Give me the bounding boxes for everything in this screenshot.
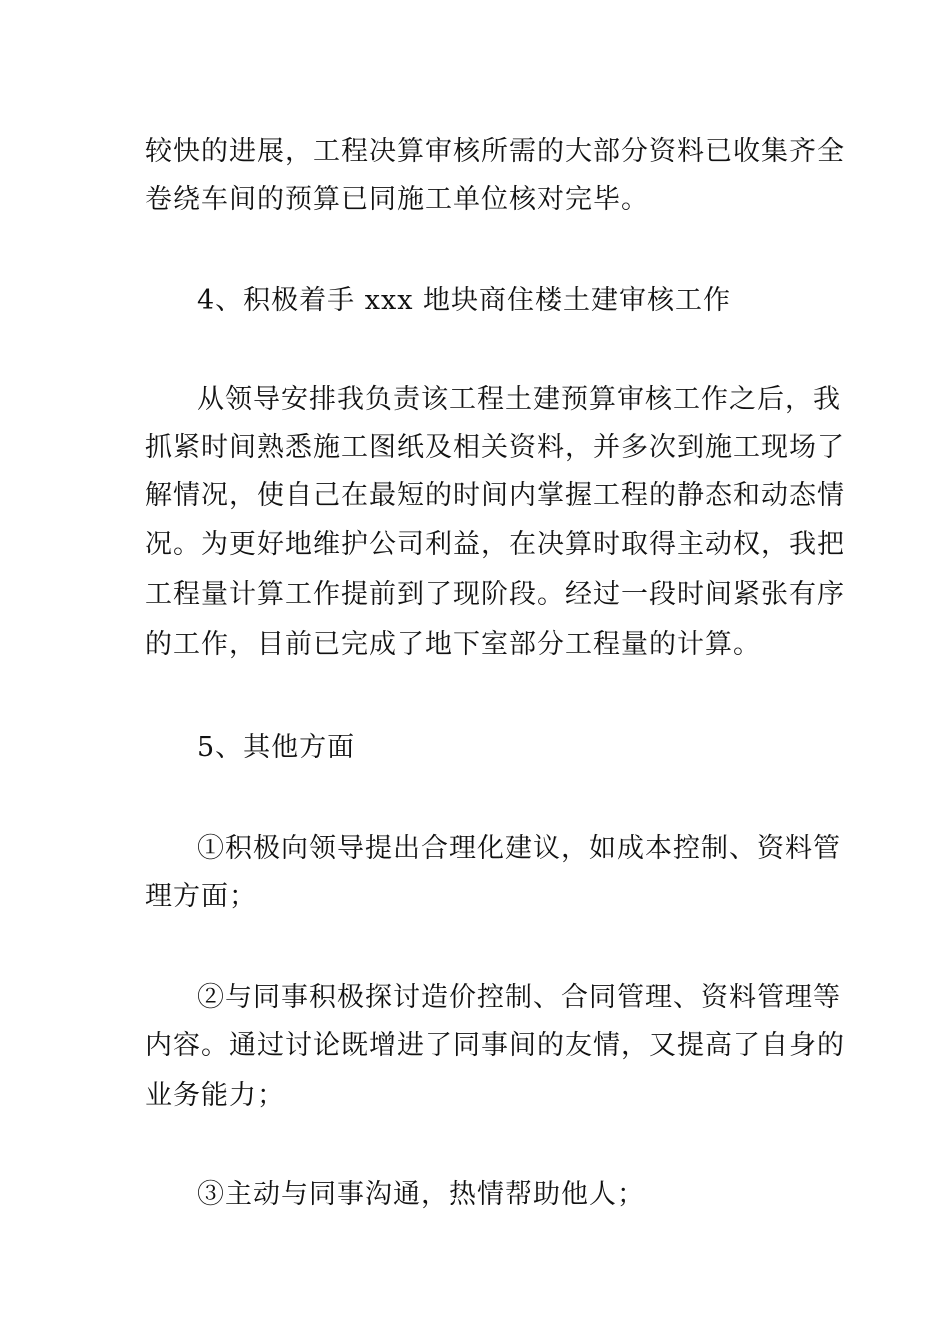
section-heading: 5、其他方面 (197, 732, 356, 763)
paragraph-line: 卷绕车间的预算已同施工单位核对完毕。 (145, 184, 649, 215)
list-item-line: ②与同事积极探讨造价控制、合同管理、资料管理等 (197, 982, 841, 1013)
section-heading: 4、积极着手 xxx 地块商住楼土建审核工作 (197, 285, 732, 316)
list-item-line: ①积极向领导提出合理化建议，如成本控制、资料管 (197, 833, 841, 864)
paragraph-line: 较快的进展，工程决算审核所需的大部分资料已收集齐全 (145, 136, 845, 167)
paragraph-line: 抓紧时间熟悉施工图纸及相关资料，并多次到施工现场了 (145, 432, 845, 463)
list-item-line: 内容。通过讨论既增进了同事间的友情，又提高了自身的 (145, 1030, 845, 1061)
list-item-line: 业务能力； (145, 1080, 285, 1111)
paragraph-line: 从领导安排我负责该工程土建预算审核工作之后，我 (197, 384, 841, 415)
list-item-line: 理方面； (145, 881, 257, 912)
list-item-line: ③主动与同事沟通，热情帮助他人； (197, 1179, 645, 1210)
paragraph-line: 况。为更好地维护公司利益，在决算时取得主动权，我把 (145, 529, 845, 560)
paragraph-line: 解情况，使自己在最短的时间内掌握工程的静态和动态情 (145, 480, 845, 511)
paragraph-line: 的工作，目前已完成了地下室部分工程量的计算。 (145, 629, 761, 660)
paragraph-line: 工程量计算工作提前到了现阶段。经过一段时间紧张有序 (145, 579, 845, 610)
